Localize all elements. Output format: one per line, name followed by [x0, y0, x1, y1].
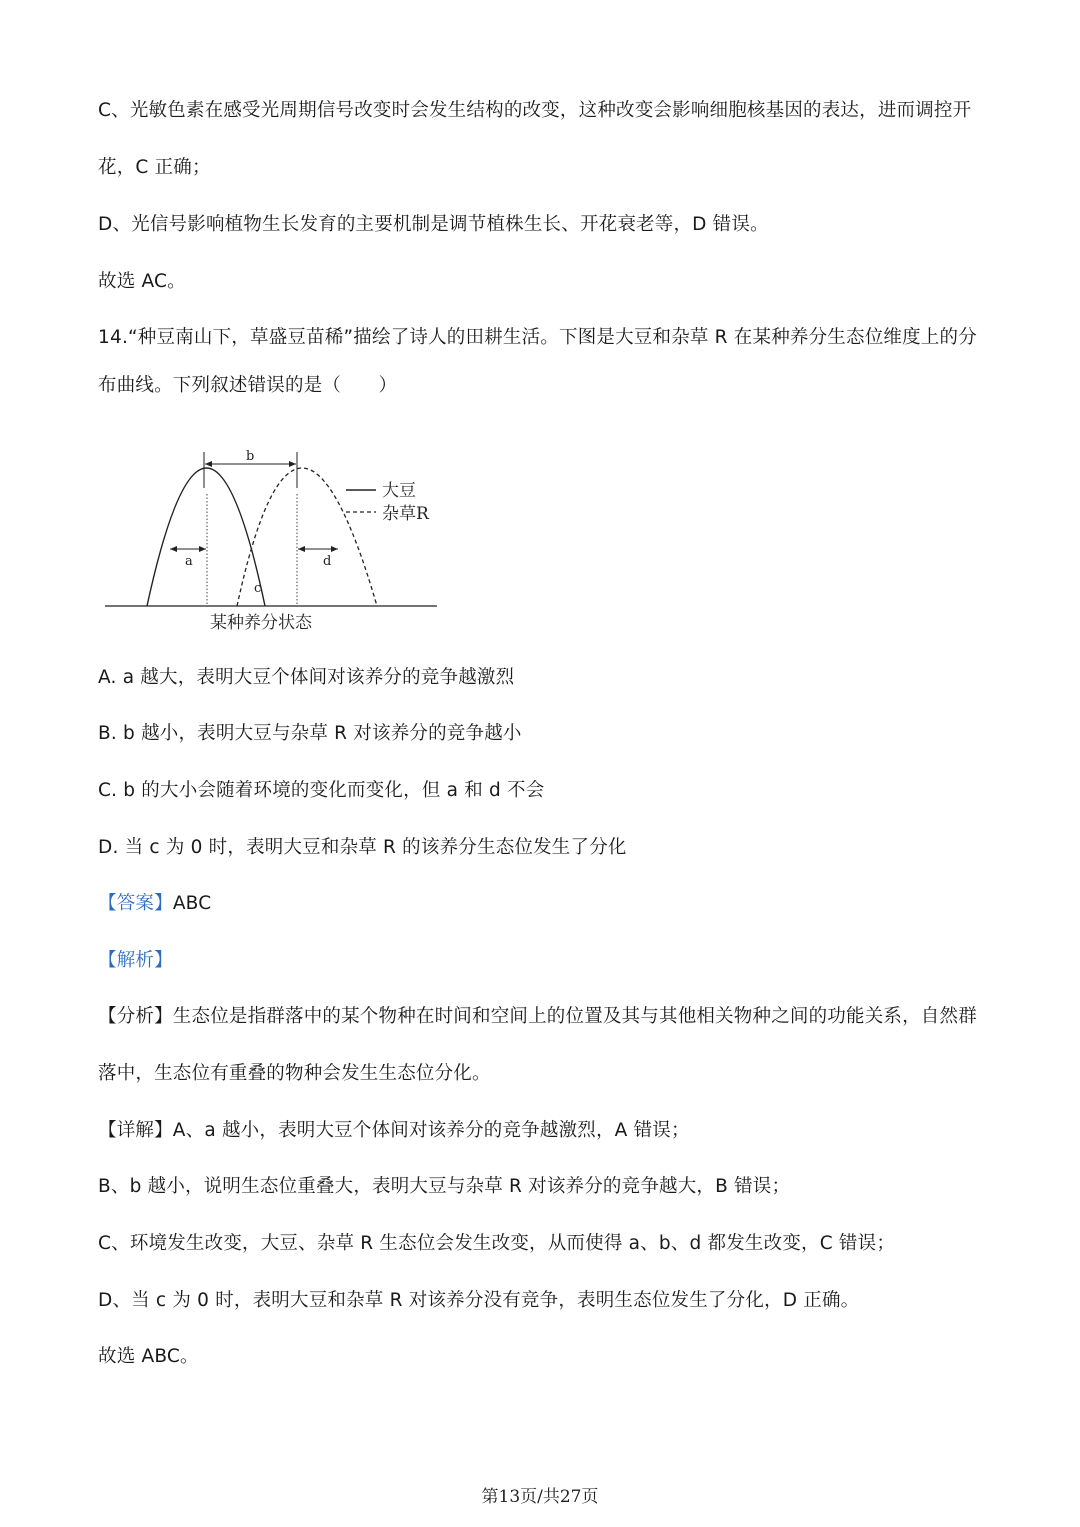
page-number: 第13页/共27页 [481, 1487, 599, 1507]
label-b: b [246, 449, 255, 464]
question-stem: 布曲线。下列叙述错误的是（ ） [98, 375, 398, 396]
answer-tag: 【答案】 [98, 893, 173, 914]
x-axis-label: 某种养分状态 [210, 613, 312, 633]
option-c: C. b 的大小会随着环境的变化而变化，但 a 和 d 不会 [98, 780, 545, 801]
analysis-line: C、环境发生改变，大豆、杂草 R 生态位会发生改变，从而使得 a、b、d 都发生改变，C 错误； [98, 1233, 896, 1254]
analysis-line: 【详解】A、a 越小，表明大豆个体间对该养分的竞争越激烈，A 错误； [98, 1120, 690, 1141]
analysis-line: B、b 越小，说明生态位重叠大，表明大豆与杂草 R 对该养分的竞争越大，B 错误； [98, 1176, 791, 1197]
analysis-line: 【分析】生态位是指群落中的某个物种在时间和空间上的位置及其与其他相关物种之间的功能关系，自然群 [98, 1006, 977, 1027]
label-a: a [185, 554, 193, 569]
legend-weed: 杂草R [382, 504, 429, 524]
text-line: 故选 AC。 [98, 271, 186, 292]
label-d: d [323, 554, 332, 569]
analysis-line: 落中，生态位有重叠的物种会发生生态位分化。 [98, 1063, 491, 1084]
label-c: c [254, 581, 262, 596]
answer-text: ABC [172, 893, 212, 914]
option-a: A. a 越大，表明大豆个体间对该养分的竞争越激烈 [98, 667, 515, 688]
niche-curve-figure [100, 440, 450, 640]
answer-line [98, 892, 211, 916]
option-b: B. b 越小，表明大豆与杂草 R 对该养分的竞争越小 [98, 723, 522, 744]
analysis-line: D、当 c 为 0 时，表明大豆和杂草 R 对该养分没有竞争，表明生态位发生了分化，D 正确。 [98, 1290, 860, 1311]
text-line: C、光敏色素在感受光周期信号改变时会发生结构的改变，这种改变会影响细胞核基因的表达，进而调控开 [98, 100, 972, 121]
analysis-tag: 【解析】 [98, 950, 173, 971]
question-stem: 14.“种豆南山下，草盛豆苗稀”描绘了诗人的田耕生活。下图是大豆和杂草 R 在某种养分生态位维度上的分 [98, 327, 977, 348]
analysis-line: 故选 ABC。 [98, 1346, 199, 1367]
option-d: D. 当 c 为 0 时，表明大豆和杂草 R 的该养分生态位发生了分化 [98, 837, 627, 858]
soybean-curve [147, 468, 265, 606]
text-line: D、光信号影响植物生长发育的主要机制是调节植株生长、开花衰老等，D 错误。 [98, 214, 769, 235]
text-line: 花，C 正确； [98, 157, 211, 178]
legend-soybean: 大豆 [382, 481, 416, 501]
